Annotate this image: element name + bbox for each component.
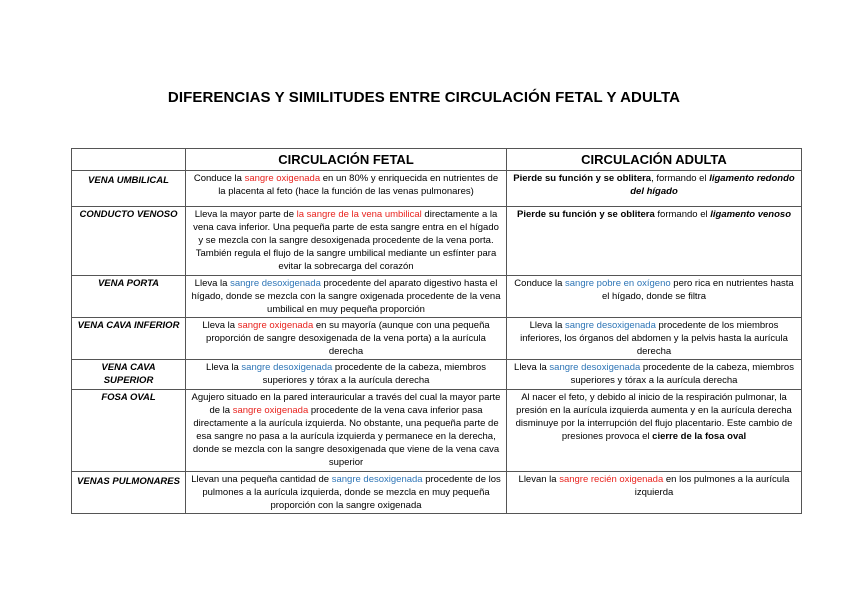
text: en su mayoría (aunque con una pequeña proporción de sangre desoxigenada de la vena porta) a la aurícula derecha (206, 320, 490, 357)
text: procedente del aparato digestivo hasta el hígado, donde se mezcla con la sangre oxigenada procedente de la vena umbilical en muy pequeña proporción (191, 278, 501, 315)
bold-text: cierre de la fosa oval (652, 431, 747, 442)
highlight-blue: sangre desoxigenada (230, 278, 321, 289)
page-title: DIFERENCIAS Y SIMILITUDES ENTRE CIRCULACIÓN FETAL Y ADULTA (167, 89, 681, 106)
adult-cell (507, 207, 802, 276)
text: Lleva la (514, 362, 550, 373)
adult-cell (507, 360, 802, 390)
fetal-cell (186, 207, 507, 276)
adult-cell (507, 276, 802, 318)
text: , formando el (651, 173, 710, 184)
fetal-cell (186, 318, 507, 360)
highlight-red: la sangre de la vena umbilical (296, 209, 422, 220)
text: formando el (654, 209, 711, 220)
text: Llevan una pequeña cantidad de (191, 474, 332, 485)
highlight-blue: sangre desoxigenada (241, 362, 333, 373)
table-row (72, 276, 802, 318)
table-row (72, 472, 802, 514)
bold-italic-text: ligamento redondo del hígado (630, 173, 795, 197)
adult-cell (507, 472, 802, 514)
table-header-row (72, 149, 802, 171)
text: Lleva la (529, 320, 565, 331)
row-label: VENA PORTA (72, 276, 186, 318)
fetal-cell (186, 472, 507, 514)
highlight-blue: sangre pobre en oxígeno (565, 278, 671, 289)
text: Lleva la (206, 362, 242, 373)
fetal-cell (186, 360, 507, 390)
text: procedente de los pulmones a la aurícula izquierda, donde se mezcla en muy pequeña proporción con la sangre oxigenada (202, 474, 501, 511)
highlight-red: sangre oxigenada (244, 173, 321, 184)
highlight-blue: sangre desoxigenada (549, 362, 641, 373)
text: procedente de la cabeza, miembros superiores y tórax a la aurícula derecha (570, 362, 794, 386)
header-empty (72, 149, 186, 171)
table-row (72, 207, 802, 276)
text: Lleva la mayor parte de (194, 209, 297, 220)
text: Conduce la (193, 173, 245, 184)
text: Lleva la (194, 278, 231, 289)
row-label: CONDUCTO VENOSO (72, 207, 186, 276)
text: en un 80% y enriquecida en nutrientes de la placenta al feto (hace la función de las venas pulmonares) (218, 173, 499, 197)
row-label: VENA UMBILICAL (72, 171, 186, 207)
bold-text: Pierde su función y se oblitera (513, 173, 652, 184)
text: pero rica en nutrientes hasta el hígado, donde se filtra (601, 278, 794, 302)
header-fetal: CIRCULACIÓN FETAL (186, 149, 507, 171)
adult-cell (507, 171, 802, 207)
text: Conduce la (514, 278, 565, 289)
fetal-cell (186, 276, 507, 318)
row-label: VENA CAVA INFERIOR (72, 318, 186, 360)
bold-text: Pierde su función y se oblitera (516, 209, 655, 220)
text: Agujero situado en la pared interauricular a través del cual la mayor parte de la (191, 392, 501, 416)
text: procedente de los miembros inferiores, los órganos del abdomen y la pelvis hasta la aurícula derecha (520, 320, 788, 357)
adult-cell (507, 318, 802, 360)
bold-italic-text: ligamento venoso (710, 209, 791, 220)
highlight-red: sangre oxigenada (232, 405, 309, 416)
header-adult: CIRCULACIÓN ADULTA (507, 149, 802, 171)
text: Lleva la (202, 320, 238, 331)
comparison-table (71, 148, 802, 514)
text: procedente de la cabeza, miembros superiores y tórax a la aurícula derecha (262, 362, 486, 386)
row-label: FOSA OVAL (72, 390, 186, 472)
table-row (72, 360, 802, 390)
row-label: VENA CAVA SUPERIOR (72, 360, 186, 390)
text: Llevan la (518, 474, 560, 485)
text: procedente de la vena cava inferior pasa directamente a la aurícula izquierda. No obstante, una pequeña parte de esa sangre no pasa a la aurícula izquierda y permanece en la derecha, donde se mezcla con la sangre desoxigenada que viene de la vena cava superior (192, 405, 500, 468)
highlight-red: sangre recién oxigenada (559, 474, 664, 485)
adult-cell (507, 390, 802, 472)
row-label: VENAS PULMONARES (72, 472, 186, 514)
highlight-red: sangre oxigenada (237, 320, 314, 331)
table-row (72, 171, 802, 207)
text: en los pulmones a la aurícula izquierda (634, 474, 790, 498)
text: directamente a la vena cava inferior. Una pequeña parte de esta sangre entra en el hígado y se mezcla con la sangre desoxigenada procedente de la vena porta. También regula el flujo de la sangre umbilical mediante un esfínter para evitar la sobrecarga del corazón (193, 209, 499, 272)
table-row (72, 390, 802, 472)
text: Al nacer el feto, y debido al inicio de la respiración pulmonar, la presión en la aurícula izquierda aumenta y en la aurícula derecha disminuye por la interrupción del flujo placentario. Este cambio de presiones provoca el (515, 392, 793, 442)
fetal-cell (186, 171, 507, 207)
highlight-blue: sangre desoxigenada (565, 320, 656, 331)
highlight-blue: sangre desoxigenada (331, 474, 423, 485)
table-row (72, 318, 802, 360)
fetal-cell (186, 390, 507, 472)
